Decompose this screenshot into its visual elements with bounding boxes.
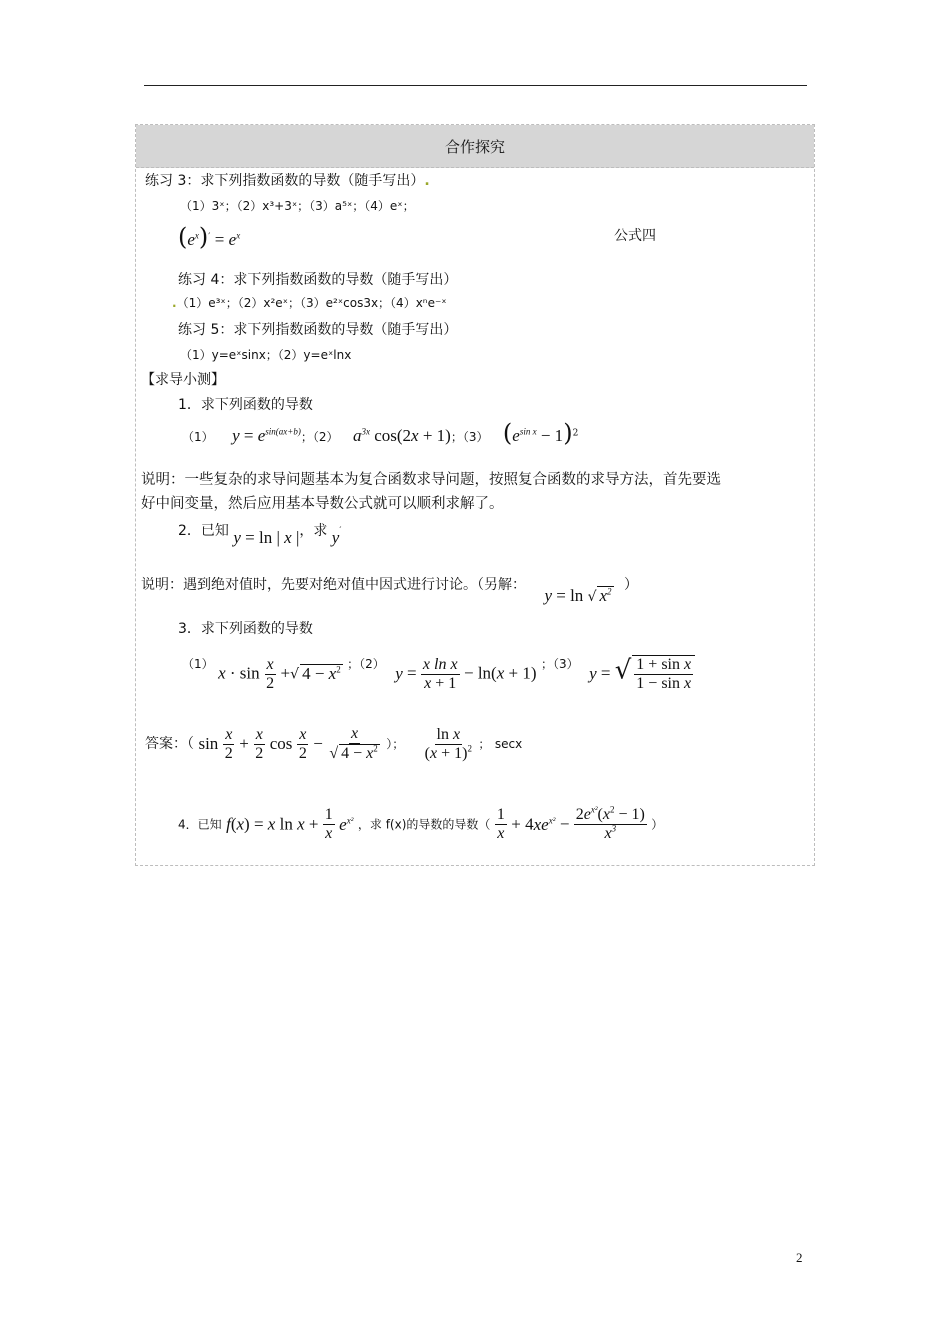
quiz-note-1: 说明：一些复杂的求导问题基本为复合函数求导问题，按照复合函数的求导方法，首先要选	[141, 472, 721, 488]
answer-secx: secx	[494, 737, 523, 751]
quiz-question-3: 3．求下列函数的导数	[178, 621, 313, 637]
exercise-3-items: （1）3ˣ；（2）x³+3ˣ；（3）a⁵ˣ；（4）eˣ；	[180, 199, 415, 213]
quiz-question-4-mid: ，求 f(x)的导数的导数（	[357, 817, 491, 832]
exercise-5-title: 练习 5：求下列指数函数的导数（随手写出）	[178, 322, 458, 338]
header-rule	[144, 85, 807, 86]
answer-label: 答案：（	[145, 736, 194, 752]
quiz-question-3-formulas: （1） x · sin $\frac{x}{2}$ +√ $4 - x^2$ ；（2） y = $\frac{\text{x ln x}}{x + 1}$ − ln(x + 1) ；（3） y = √ $\frac{\text{1 + sin x}}{\text{1 − sin x}}$	[182, 655, 695, 693]
quiz-question-4-prefix: 4．已知	[178, 817, 222, 832]
quiz-question-2-mid: ，求	[299, 523, 328, 539]
quiz-question-2-prefix: 2．已知	[178, 523, 229, 539]
quiz-note-2: 说明：遇到绝对值时，先要对绝对值中因式进行讨论。（另解： y = ln √ $x^2$ ）	[141, 577, 638, 605]
exercise-4-items-text: （1）e³ˣ；（2）x²eˣ；（3）e²ˣcos3x；（4）xⁿe⁻ˣ	[176, 296, 447, 310]
quiz-question-2: 2．已知 y = ln | x |，求 y′	[178, 523, 342, 547]
formula-four: $(e^x)' = e^x$	[178, 223, 241, 251]
quiz-question-4: 4．已知 f(x) = x ln x + $\frac{1}{x}$ $e^{x^2}$ ，求 f(x)的导数的导数（ $\frac{1}{x}$ + $4xe^{x^2}$ − $\frac{2e^{x^2}(x^2 - 1)}{x^3}$ ）	[178, 804, 664, 842]
page-number: 2	[796, 1250, 803, 1265]
quiz-answers: 答案：（ sin $\frac{x}{2}$ + $\frac{x}{2}$ cos $\frac{x}{2}$ − $\frac{x}{√ 4 - x^2}$ ）； $\frac{\text{ln x}}{(x + 1)^2}$ ； secx	[145, 725, 523, 762]
formula-label: 公式四	[614, 228, 656, 244]
quiz-title: 【求导小测】	[141, 372, 225, 388]
section-title: 合作探究	[136, 125, 814, 168]
quiz-question-1: 1．求下列函数的导数	[178, 397, 313, 413]
quiz-note-1b: 好中间变量，然后应用基本导数公式就可以顺利求解了。	[141, 496, 504, 512]
exercise-4-items: .（1）e³ˣ；（2）x²eˣ；（3）e²ˣcos3x；（4）xⁿe⁻ˣ	[172, 296, 447, 310]
exercise-3-title-text: 练习 3：求下列指数函数的导数（随手写出）	[145, 173, 425, 189]
exercise-4-title: 练习 4：求下列指数函数的导数（随手写出）	[178, 272, 458, 288]
quiz-question-1-formulas: （1） $y = e^{sin(ax+b)}$；（2） $a^{3x}$ cos(2x + 1)；（3） $(e^{sin x} - 1)^2$	[182, 419, 579, 447]
quiz-note-2-text: 说明：遇到绝对值时，先要对绝对值中因式进行讨论。（另解：	[141, 577, 526, 593]
exercise-5-items: （1）y=eˣsinx；（2）y=eˣlnx	[180, 348, 352, 362]
quiz-note-2-end: ）	[623, 577, 638, 593]
exercise-3-title: 练习 3：求下列指数函数的导数（随手写出）.	[145, 173, 430, 189]
